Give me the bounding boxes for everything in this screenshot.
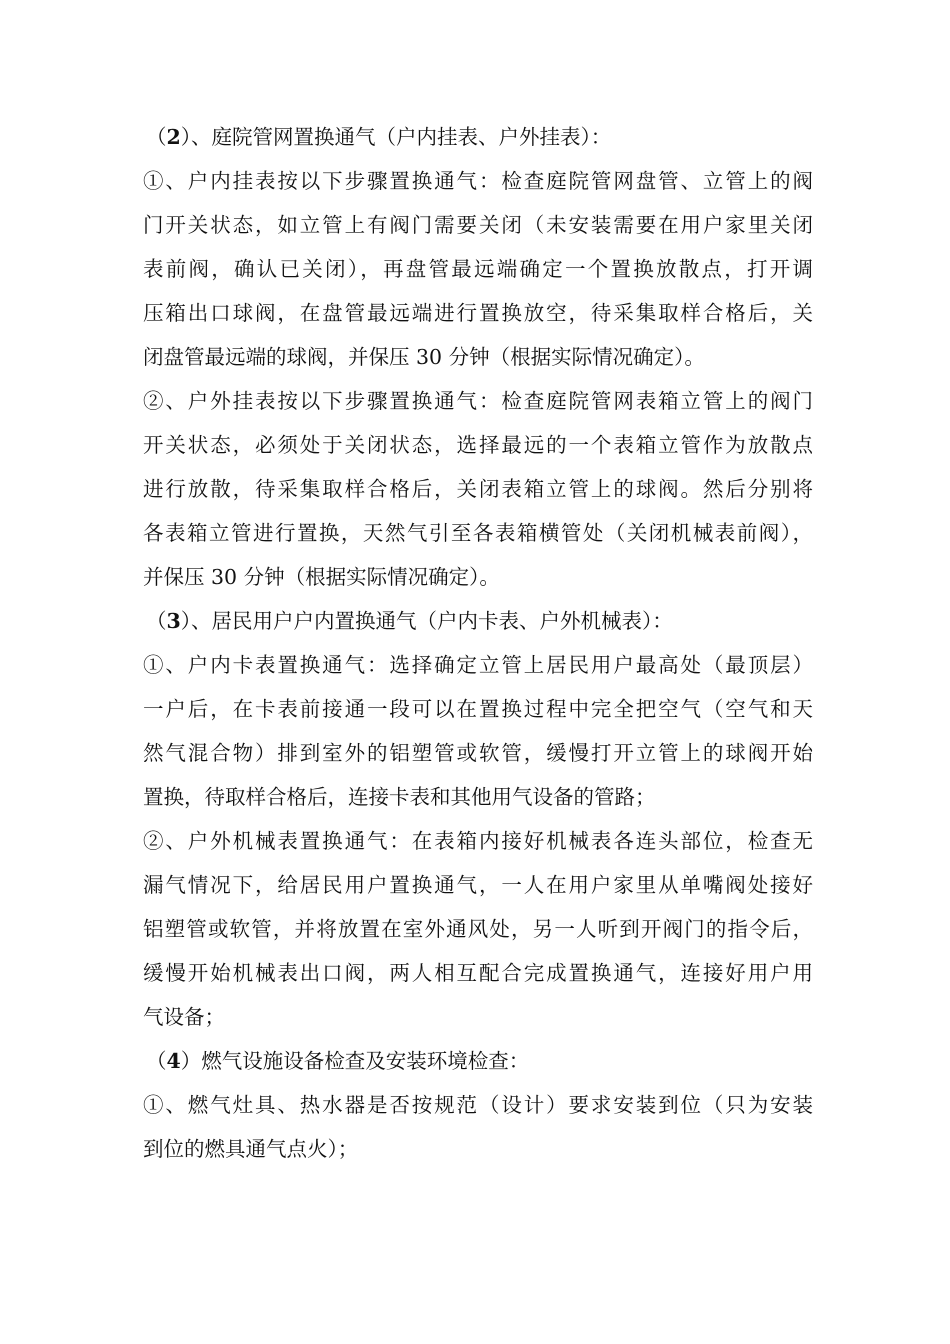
paragraph-line: 并保压 30 分钟（根据实际情况确定）。 — [143, 565, 500, 589]
heading-number: 4 — [166, 1049, 181, 1073]
paragraph-line: 缓慢开始机械表出口阀，两人相互配合完成置换通气，连接好用户用 — [143, 961, 813, 985]
paragraph-line: ②、户外挂表按以下步骤置换通气：检查庭院管网表箱立管上的阀门 — [143, 389, 813, 413]
paragraph-line: 压箱出口球阀，在盘管最远端进行置换放空，待采集取样合格后，关 — [143, 301, 813, 325]
section-heading-4 — [146, 1046, 816, 1076]
paragraph-line: ①、户内卡表置换通气：选择确定立管上居民用户最高处（最顶层） — [143, 653, 813, 677]
heading-number: 2 — [166, 125, 181, 149]
paragraph-line: 然气混合物）排到室外的铝塑管或软管，缓慢打开立管上的球阀开始 — [143, 741, 813, 765]
heading-open-paren: （ — [146, 609, 167, 633]
heading-text: ）、庭院管网置换通气（户内挂表、户外挂表）： — [180, 125, 612, 149]
paragraph-line: 漏气情况下，给居民用户置换通气，一人在用户家里从单嘴阀处接好 — [143, 873, 813, 897]
paragraph-line: 开关状态，必须处于关闭状态，选择最远的一个表箱立管作为放散点 — [143, 433, 813, 457]
section-heading-3 — [146, 606, 816, 636]
paragraph-line: 铝塑管或软管，并将放置在室外通风处，另一人听到开阀门的指令后， — [143, 917, 813, 941]
paragraph-line: 闭盘管最远端的球阀，并保压 30 分钟（根据实际情况确定）。 — [143, 345, 705, 369]
heading-text: ）燃气设施设备检查及安装环境检查： — [180, 1049, 530, 1073]
paragraph-line: ①、燃气灶具、热水器是否按规范（设计）要求安装到位（只为安装 — [143, 1093, 813, 1117]
paragraph-line: ①、户内挂表按以下步骤置换通气：检查庭院管网盘管、立管上的阀 — [143, 169, 813, 193]
paragraph-line: 气设备； — [143, 1005, 225, 1029]
paragraph-line: 到位的燃具通气点火）； — [143, 1137, 359, 1161]
heading-text: ）、居民用户户内置换通气（户内卡表、户外机械表）： — [180, 609, 673, 633]
section-heading-2 — [146, 122, 816, 152]
heading-open-paren: （ — [146, 125, 167, 149]
paragraph-line: 各表箱立管进行置换，天然气引至各表箱横管处（关闭机械表前阀）， — [143, 521, 813, 545]
paragraph-line: 置换，待取样合格后，连接卡表和其他用气设备的管路； — [143, 785, 656, 809]
paragraph-line: 一户后，在卡表前接通一段可以在置换过程中完全把空气（空气和天 — [143, 697, 813, 721]
paragraph-line: 进行放散，待采集取样合格后，关闭表箱立管上的球阀。然后分别将 — [143, 477, 813, 501]
paragraph-line: ②、户外机械表置换通气：在表箱内接好机械表各连头部位，检查无 — [143, 829, 813, 853]
heading-open-paren: （ — [146, 1049, 167, 1073]
paragraph-line: 表前阀，确认已关闭），再盘管最远端确定一个置换放散点，打开调 — [143, 257, 813, 281]
heading-number: 3 — [166, 609, 181, 633]
paragraph-line: 门开关状态，如立管上有阀门需要关闭（未安装需要在用户家里关闭 — [143, 213, 813, 237]
